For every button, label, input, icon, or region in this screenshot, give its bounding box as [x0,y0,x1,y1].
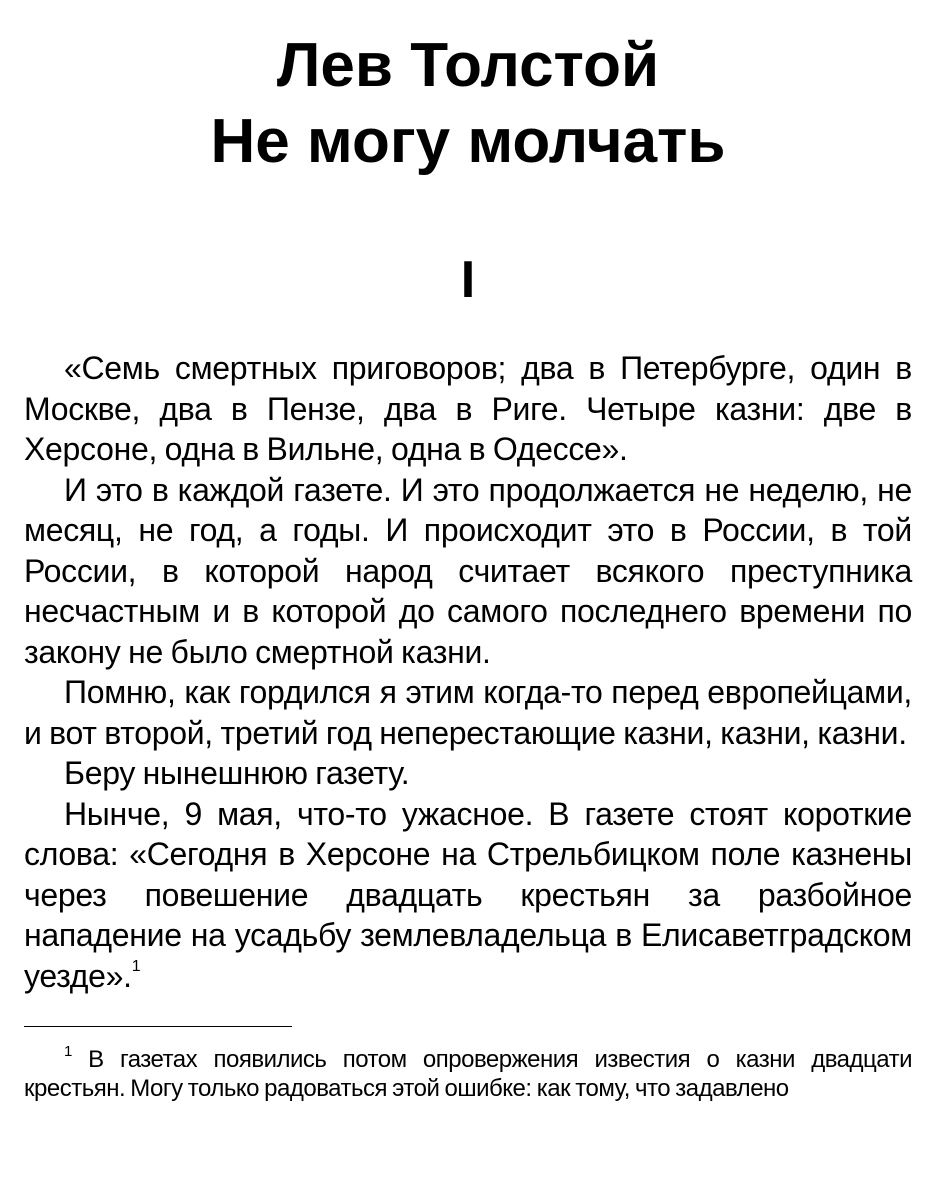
paragraph-3: Помню, как гордился я этим когда-то перед европейцами, и вот второй, третий год неперестающие казни, казни, казни. [24,674,912,751]
footnote-text: В газетах появились потом опровержения известия о казни двадцати крестьян. Могу только радоваться этой ошибке: как тому, что задавлено [24,1046,912,1102]
body-text [24,348,912,996]
paragraph-2: И это в каждой газете. И это продолжается не неделю, не месяц, не год, а годы. И происходит это в России, в той России, в которой народ считает всякого преступника несчастным и в которой до самого последнего времени по закону не было смертной казни. [24,471,912,670]
work-title: Не могу молчать [210,107,726,176]
footnote-reference[interactable]: 1 [131,957,141,975]
title-block [24,28,912,180]
chapter-heading: I [460,251,476,309]
document-page [24,0,912,1103]
paragraph-4: Беру нынешнюю газету. [64,755,410,791]
footnote-paragraph [24,1045,912,1103]
author-name: Лев Толстой [276,31,660,100]
footnote [24,1045,912,1103]
paragraph-1: «Семь смертных приговоров; два в Петербурге, один в Москве, два в Пензе, два в Риге. Четыре казни: две в Херсоне, одна в Вильне, одна в Одессе». [24,350,912,467]
paragraph-5 [24,794,912,997]
footnote-marker: 1 [64,1043,72,1060]
footnote-separator [24,1026,292,1027]
paragraph-5-text: Нынче, 9 мая, что-то ужасное. В газете стоят короткие слова: «Сегодня в Херсоне на Стрельбицком поле казнены через повешение двадцать крестьян за разбойное нападение на усадьбу землевладельца в Елисаветградском уезде». [24,795,912,994]
